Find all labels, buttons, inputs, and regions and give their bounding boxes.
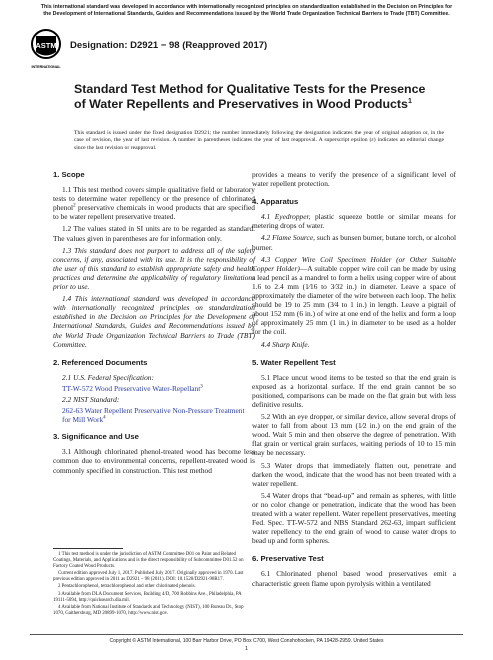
footnote-1-edition: Current edition approved July 1, 2017. Published July 2017. Originally approved in 1970. Last previous edition approved in 2011 as D2921 – 98 (2011). DOI: 10.1520/D2921-98R17. <box>53 571 244 583</box>
section-heading-significance: 3. Significance and Use <box>53 432 139 442</box>
logo-text: ASTM <box>35 41 57 50</box>
title-footnote-marker: 1 <box>407 97 412 105</box>
issued-note: This standard is issued under the fixed designation D2921; the number immediately following the designation indicates the year of original adoption or, in the case of revision, the year of last revision. A number in parentheses indicates the year of last reapproval. A superscript epsilon (ε) indicates an editorial change since the last revision or reapproval. <box>74 130 444 151</box>
paragraph-5-4: 5.4 Water drops that “bead-up” and remain as spheres, with little or no color change or penetration, indicate that the wood has been treated with a water repellent. Water repellent preservatives, meeting Fed. Spec. TT-W-572 and NBS Standard 262-63, impart sufficient water repellency to the end grain of wood to cause water drops to bead up and form spheres. <box>252 490 456 546</box>
title-text: Standard Test Method for Qualitative Tests for the Presence of Water Repellents and Preservatives in Wood Products <box>74 82 426 111</box>
paragraph-4-3: 4.3 Copper Wire Coil Specimen Holder (or Other Suitable Copper Holder)—A suitable copper wire coil can be made by using a lead pencil as a mandrel to form a helix using copper wire of about 1.6 to 2.4 mm (1⁄16 to 3⁄32 in.) in diameter. Leave a space of approximately the diameter of the wire between each loop. The helix should be 19 to 25 mm (3⁄4 to 1 in.) in length. Leave a pigtail of about 152 mm (6 in.) of wire at one end of the helix and form a loop of approximately 25 mm (1 in.) in diameter to be used as a holder for the coil. <box>252 254 457 337</box>
paragraph-1-4: 1.4 This international standard was developed in accordance with internationally recognized principles on standardization established in the Decision on Principles for the Development of International Standards, Guides and Recommendations issued by the World Trade Organization Technical Barriers to Trade (TBT) Committee. <box>53 294 255 349</box>
page-number: 1 <box>244 646 249 652</box>
footnote-1: 1 This test method is under the jurisdiction of ASTM Committee D01 on Paint and Related Coatings, Materials, and Applications and is the direct responsibility of Subcommittee D01.52 on Factory Coated Wood Products. <box>53 552 244 570</box>
logo-subtext: INTERNATIONAL <box>31 65 61 69</box>
bottom-rule <box>30 634 463 635</box>
document-title <box>74 82 434 111</box>
paragraph-4-2: 4.2 Flame Source, such as bunsen burner, butane torch, or alcohol burner. <box>252 233 456 252</box>
paragraph-3-1-start: 3.1 Although chlorinated phenol-treated wood has become less common due to environmental concerns, repellent-treated wood is commonly specified in construction. This test method <box>53 447 255 475</box>
paragraph-4-4: 4.4 Sharp Knife. <box>261 339 310 349</box>
paragraph-5-2: 5.2 With an eye dropper, or similar device, allow several drops of water to fall from about 13 mm (1⁄2 in.) on the end grain of the wood. Wait 5 min and then observe the degree of penetration. With flat grain or vertical grain surfaces, waiting periods of 10 to 15 min may be necessary. <box>252 412 456 458</box>
paragraph-5-1: 5.1 Place uncut wood items to be tested so that the end grain is exposed as a horizontal surface. If the end grain cannot be so positioned, comparisons can be made on the flat grain but with less definitive results. <box>252 372 456 409</box>
paragraph-1-1: 1.1 This test method covers simple qualitative field or laboratory tests to determine water repellency or the presence of chlorinated phenol$^2$ preservative chemicals in wood products that are specified to be water repellent preservative treated. <box>53 185 255 222</box>
section-heading-water-repellent-test: 5. Water Repellent Test <box>252 357 336 367</box>
ref-label-federal: 2.1 U.S. Federal Specification: <box>62 372 154 382</box>
section-heading-referenced-documents: 2. Referenced Documents <box>53 357 148 367</box>
copyright-line: Copyright © ASTM International, 100 Barr Harbor Drive, PO Box C700, West Conshohocken, PA 19428-2959. United States <box>109 638 384 644</box>
section-heading-scope: 1. Scope <box>53 170 85 179</box>
ref-link-tt-w-572[interactable]: TT-W-572 Wood Preservative Water-Repellant$^3$ <box>62 383 203 393</box>
paragraph-4-1: 4.1 Eyedropper, plastic squeeze bottle or similar means for metering drops of water. <box>252 212 456 231</box>
top-note: This international standard was developed in accordance with internationally recognized principles on standardization established in the Decision on Principles for the Development of International Standards, Guides and Recommendations issued by the World Trade Organization Technical Barriers to Trade (TBT) Committee. <box>40 4 453 17</box>
footnote-4: 4 Available from National Institute of Standards and Technology (NIST), 100 Bureau Dr., Stop 1070, Gaithersburg, MD 20899-1070, http://www.nist.gov. <box>53 604 244 616</box>
section-heading-apparatus: 4. Apparatus <box>252 197 299 207</box>
paragraph-1-3: 1.3 This standard does not purport to address all of the safety concerns, if any, associated with its use. It is the responsibility of the user of this standard to establish appropriate safety and health practices and determine the applicability of regulatory limitations prior to use. <box>53 245 255 292</box>
left-column <box>53 170 255 478</box>
right-column <box>252 170 456 591</box>
footnotes <box>53 552 253 618</box>
footnote-rule <box>53 548 123 549</box>
ref-label-nist: 2.2 NIST Standard: <box>62 394 120 404</box>
footnote-3: 3 Available from DLA Document Services, Building 4/D, 700 Robbins Ave., Philadelphia, PA 19111-5094, http://quicksearch.dla.mil. <box>53 591 242 603</box>
footnote-2: 2 Pentachlorophenol, tetrachlorophenol and other chlorinated phenols. <box>58 584 196 590</box>
paragraph-5-3: 5.3 Water drops that immediately flatten out, penetrate and darken the wood, indicate that the wood has not been treated with a water repellent. <box>252 460 456 488</box>
astm-logo <box>30 28 62 74</box>
paragraph-3-1-end: provides a means to verify the presence of a significant level of water repellent protection. <box>252 170 456 189</box>
paragraph-6-1: 6.1 Chlorinated phenol based wood preservatives emit a characteristic green flame upon pyrolysis within a ventilated <box>252 569 456 588</box>
ref-link-262-63[interactable]: 262-63 Water Repellent Preservative Non-Pressure Treatment for Mill Work$^4$ <box>62 406 245 425</box>
designation: Designation: D2921 − 98 (Reapproved 2017) <box>70 40 268 51</box>
section-heading-preservative-test: 6. Preservative Test <box>252 554 324 564</box>
paragraph-1-2: 1.2 The values stated in SI units are to be regarded as standard. The values given in parentheses are for information only. <box>53 224 255 243</box>
